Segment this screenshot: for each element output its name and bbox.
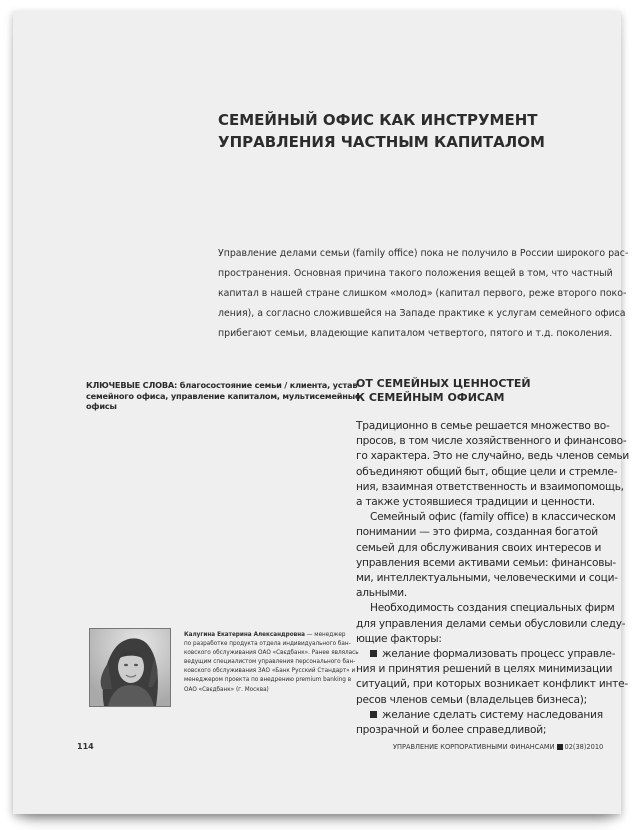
- author-bio-line: ведущим специалистом управления персонального бан-: [184, 659, 356, 666]
- article-lead: [218, 244, 629, 344]
- body-line: альными.: [356, 587, 408, 600]
- body-line: Необходимость создания специальных фирм: [370, 602, 615, 615]
- section-heading-line-1: ОТ СЕМЕЙНЫХ ЦЕННОСТЕЙ: [356, 377, 531, 390]
- body-line: а также устоявшиеся традиции и ценности.: [356, 496, 595, 509]
- keywords-block: [86, 380, 361, 412]
- author-portrait-image: [90, 629, 170, 706]
- body-line: семьей для обслуживания своих интересов и: [356, 541, 602, 554]
- article-title-line-1: СЕМЕЙНЫЙ ОФИС КАК ИНСТРУМЕНТ: [218, 111, 538, 129]
- running-footer: [393, 743, 604, 751]
- issue-number: 02(38)2010: [564, 743, 604, 751]
- body-line: ми, интеллектуальными, человеческими и соци-: [356, 572, 618, 585]
- body-line: ния и принятия решений в целях минимизации: [356, 663, 613, 676]
- author-name: Калугина Екатерина Александровна: [184, 632, 305, 638]
- body-text-column: [356, 419, 630, 738]
- author-bio-line: [184, 631, 346, 640]
- journal-name: УПРАВЛЕНИЕ КОРПОРАТИВНЫМИ ФИНАНСАМИ: [393, 743, 555, 751]
- body-line: ющие факторы:: [356, 632, 442, 645]
- body-line: объединяют общий быт, общие цели и стремле-: [356, 465, 618, 478]
- journal-page: [13, 11, 630, 814]
- lead-line: капитал в нашей стране слишком «молод» (капитал первого, реже второго поко-: [218, 288, 627, 299]
- bullet-square-icon: [370, 650, 377, 657]
- body-line: прозрачной и более справедливой;: [356, 724, 547, 737]
- bullet-line: [356, 708, 603, 723]
- body-line: ситуаций, при которых возникает конфликт инте-: [356, 678, 628, 691]
- bullet-text: желание формализовать процесс управле-: [382, 648, 616, 661]
- bullet-line: [356, 647, 616, 662]
- body-line: ресов членов семьи (владельцев бизнеса);: [356, 693, 587, 706]
- lead-line: пространения. Основная причина такого положения вещей в том, что частный: [218, 268, 613, 279]
- author-role-dash: — менеджер: [304, 632, 346, 638]
- page-number: 114: [77, 742, 94, 751]
- footer-square-icon: [557, 744, 563, 750]
- author-photo: [89, 628, 171, 707]
- author-bio-line: ковского обслуживания ЗАО «Банк Русский Стандарт» и: [184, 668, 356, 675]
- keywords-line: семейного офиса, управление капиталом, мультисемейные: [86, 390, 361, 401]
- body-line: ния, взаимная ответственность и взаимопомощь,: [356, 480, 624, 493]
- section-heading-line-2: К СЕМЕЙНЫМ ОФИСАМ: [356, 391, 505, 404]
- bullet-text: желание сделать систему наследования: [382, 708, 603, 721]
- author-bio-line: по разработке продукта отдела индивидуального бан-: [184, 641, 351, 648]
- body-line: Традиционно в семье решается множество во-: [356, 420, 610, 432]
- article-title: [218, 109, 598, 153]
- body-line: Семейный офис (family office) в классическом: [370, 511, 616, 524]
- body-line: управления всеми активами семьи: финансовы-: [356, 556, 616, 569]
- lead-line: Управление делами семьи (family office) пока не получило в России широкого рас-: [218, 248, 629, 259]
- lead-line: ления), а согласно сложившейся на Западе практике к услугам семейного офиса: [218, 308, 626, 319]
- body-line: для управления делами семьи обусловили следу-: [356, 617, 626, 630]
- lead-line: прибегают семьи, владеющие капиталом четвертого, пятого и т.д. поколения.: [218, 328, 613, 339]
- body-line: просов, в том числе хозяйственного и финансово-: [356, 435, 627, 448]
- keywords-line: КЛЮЧЕВЫЕ СЛОВА: благосостояние семьи / клиента, устав: [86, 380, 358, 390]
- author-bio-line: ОАО «Свєдбанк» (г. Москва): [184, 686, 269, 693]
- body-line: понимании — это фирма, созданная богатой: [356, 526, 598, 539]
- section-heading: [356, 377, 596, 405]
- author-bio-line: менеджером проекта по внедрению premium banking в: [184, 677, 352, 684]
- body-line: го характера. Это не случайно, ведь членов семьи: [356, 450, 630, 463]
- author-bio-line: ковского обслуживания ОАО «Свєдбанк». Ранее являлась: [184, 650, 359, 657]
- keywords-line: офисы: [86, 401, 117, 412]
- author-bio: [184, 631, 359, 695]
- article-title-line-2: УПРАВЛЕНИЯ ЧАСТНЫМ КАПИТАЛОМ: [218, 133, 545, 151]
- bullet-square-icon: [370, 711, 377, 718]
